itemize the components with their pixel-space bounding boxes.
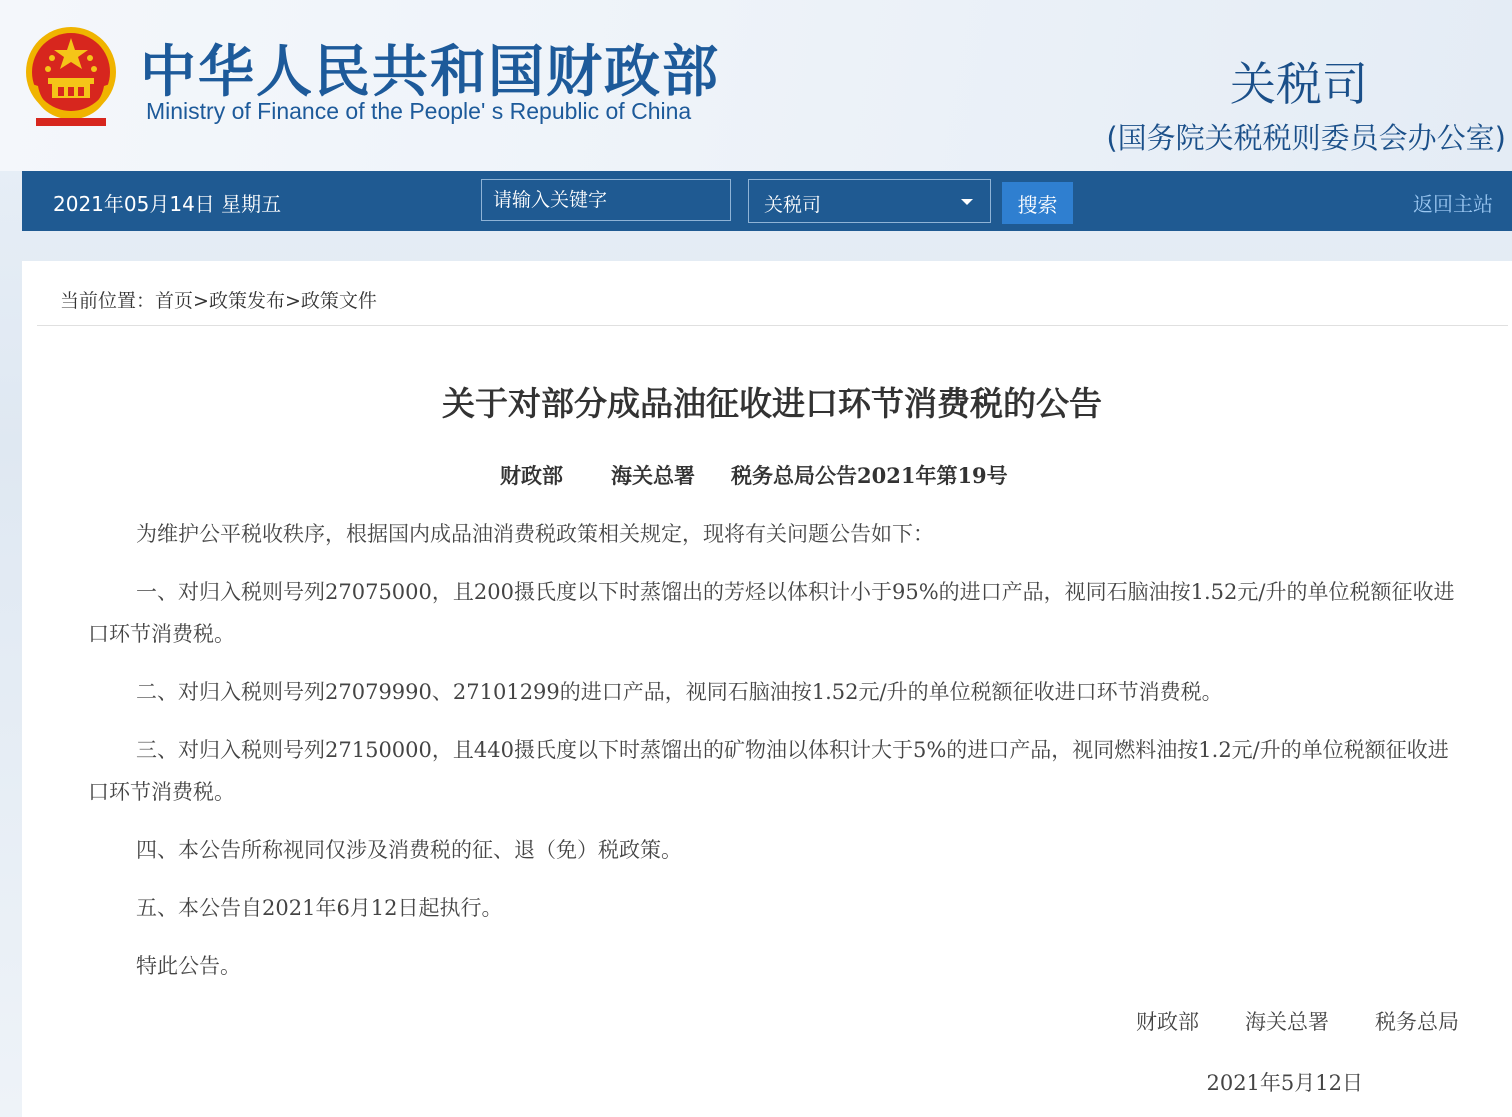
article-paragraph: 五、本公告自2021年6月12日起执行。	[136, 896, 503, 920]
national-emblem-icon	[22, 24, 120, 128]
article-paragraph: 二、对归入税则号列27079990、27101299的进口产品，视同石脑油按1.52元/升的单位税额征收进口环节消费税。	[136, 680, 1223, 704]
article-title: 关于对部分成品油征收进口环节消费税的公告	[442, 384, 1102, 423]
article-paragraph: 一、对归入税则号列27075000，且200摄氏度以下时蒸馏出的芳烃以体积计小于95%的进口产品，视同石脑油按1.52元/升的单位税额征收进口环节消费税。	[88, 580, 1455, 646]
article-paragraph: 为维护公平税收秩序，根据国内成品油消费税政策相关规定，现将有关问题公告如下：	[136, 522, 934, 546]
signatory-tax-bureau: 税务总局	[1375, 1010, 1459, 1034]
department-select[interactable]	[748, 179, 991, 223]
content-card	[22, 261, 1512, 1117]
site-subtitle-english: Ministry of Finance of the People' s Republic of China	[146, 98, 692, 124]
breadcrumb-separator: >	[193, 290, 209, 312]
issuer-customs: 海关总署	[611, 463, 695, 488]
breadcrumb	[60, 286, 377, 313]
department-select-value: 关税司	[764, 194, 822, 216]
department-subtitle: (国务院关税税则委员会办公室)	[1106, 121, 1506, 155]
article-issuers	[500, 460, 1008, 490]
search-input[interactable]	[481, 179, 731, 221]
current-date: 2021年05月14日 星期五	[53, 192, 282, 216]
caret-down-icon	[961, 199, 973, 205]
sign-date: 2021年5月12日	[1206, 1071, 1363, 1095]
breadcrumb-separator: >	[284, 290, 301, 312]
signatory-customs: 海关总署	[1245, 1010, 1329, 1034]
issuer-tax-bureau-doc-number: 税务总局公告2021年第19号	[731, 463, 1008, 488]
article-paragraph: 三、对归入税则号列27150000，且440摄氏度以下时蒸馏出的矿物油以体积计大于5%的进口产品，视同燃料油按1.2元/升的单位税额征收进口环节消费税。	[88, 738, 1449, 804]
search-button[interactable]: 搜索	[1002, 182, 1073, 224]
issuer-mof: 财政部	[500, 463, 563, 488]
department-title: 关税司	[1230, 57, 1368, 111]
article-paragraph: 四、本公告所称视同仅涉及消费税的征、退（免）税政策。	[136, 838, 682, 862]
site-title: 中华人民共和国财政部	[140, 40, 720, 105]
breadcrumb-divider	[37, 325, 1508, 326]
breadcrumb-item-policy-documents[interactable]: 政策文件	[300, 290, 377, 312]
top-navbar	[22, 171, 1512, 231]
article-paragraph: 特此公告。	[136, 954, 241, 978]
breadcrumb-item-policy-release[interactable]: 政策发布	[208, 290, 285, 312]
site-header	[0, 0, 1512, 171]
breadcrumb-item-home[interactable]: 首页	[155, 290, 194, 312]
signatories	[1090, 1006, 1459, 1036]
return-home-link[interactable]: 返回主站	[1413, 192, 1493, 216]
breadcrumb-prefix: 当前位置：	[60, 290, 156, 312]
signatory-mof: 财政部	[1136, 1010, 1199, 1034]
